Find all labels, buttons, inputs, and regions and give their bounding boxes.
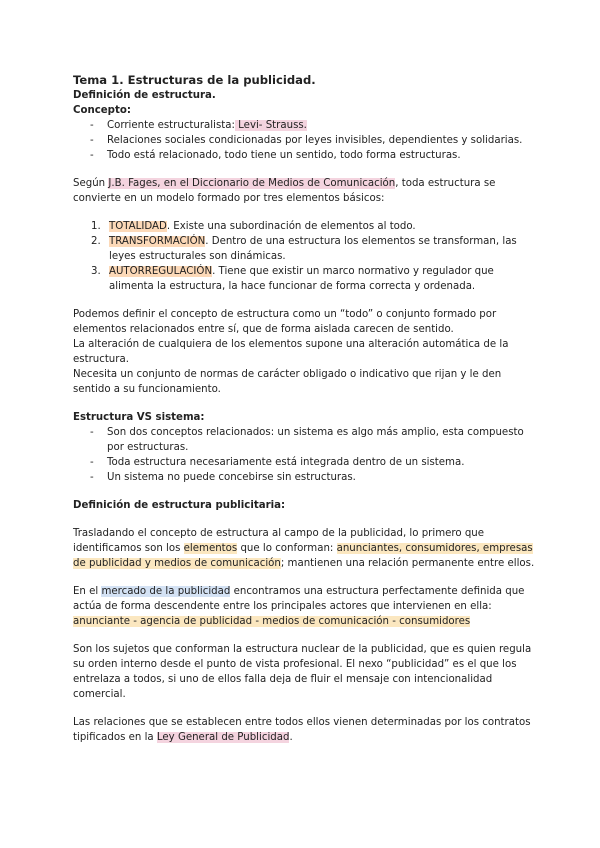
highlight-transformacion: TRANSFORMACIÓN	[109, 236, 206, 247]
highlight-totalidad: TOTALIDAD	[109, 221, 167, 232]
highlight-levi-strauss: Levi- Strauss.	[234, 120, 307, 131]
list-item: - Corriente estructuralista: Levi- Strauss.	[73, 118, 535, 133]
concepto-list	[73, 118, 535, 163]
paragraph-sujetos: Son los sujetos que conforman la estructura nuclear de la publicidad, que es quien regula su orden interno desde el punto de vista profesional. El nexo “publicidad” es el que los entrelaza a todos, si uno de ellos falla deja de fluir el mensaje con intencionalidad comercial.	[73, 644, 532, 700]
list-item: 2. TRANSFORMACIÓN. Dentro de una estructura los elementos se transforman, las leyes estructurales son dinámicas.	[91, 236, 517, 262]
list-item: - Relaciones sociales condicionadas por leyes invisibles, dependientes y solidarias.	[73, 133, 535, 148]
paragraph-define-line-2: La alteración de cualquiera de los elementos supone una alteración automática de la estructura.	[73, 339, 509, 365]
page-title: Tema 1. Estructuras de la publicidad.	[73, 73, 316, 87]
highlight-elementos: elementos	[183, 543, 238, 554]
highlight-actores: anunciantes, consumidores, empresas de publicidad y medios de comunicación	[73, 543, 533, 569]
paragraph-mercado-chain	[73, 614, 535, 629]
paragraph-relaciones: Las relaciones que se establecen entre todos ellos vienen determinadas por los contratos tipificados en la Ley General de Publicidad.	[73, 717, 531, 743]
list-item: 1. TOTALIDAD. Existe una subordinación de elementos al todo.	[91, 221, 416, 232]
highlight-ley: Ley General de Publicidad	[156, 732, 290, 743]
highlight-fages: J.B. Fages, en el Diccionario de Medios de Comunicación	[108, 178, 396, 189]
section-heading-vs: Estructura VS sistema:	[73, 412, 205, 423]
document-body	[73, 72, 535, 745]
list-item: - Toda estructura necesariamente está integrada dentro de un sistema.	[73, 455, 535, 470]
elements-list	[73, 219, 535, 294]
list-item: 3. AUTORREGULACIÓN. Tiene que existir un marco normativo y regulador que alimenta la estructura, la hace funcionar de forma correcta y ordenada.	[91, 266, 494, 292]
paragraph-mercado: En el mercado de la publicidad encontramos una estructura perfectamente definida que actúa de forma descendente entre los principales actores que intervienen en ella:	[73, 586, 525, 612]
section-heading-concepto: Concepto:	[73, 105, 131, 116]
list-item: - Un sistema no puede concebirse sin estructuras.	[73, 470, 535, 485]
section-heading-estructura-publicitaria: Definición de estructura publicitaria:	[73, 500, 286, 511]
highlight-autorregulacion: AUTORREGULACIÓN	[109, 266, 213, 277]
highlight-chain: anunciante - agencia de publicidad - medios de comunicación - consumidores	[73, 616, 471, 627]
paragraph-define-line-3: Necesita un conjunto de normas de carácter obligado o indicativo que rijan y le den sentido a su funcionamiento.	[73, 369, 502, 395]
paragraph-define-line-1: Podemos definir el concepto de estructura como un “todo” o conjunto formado por elementos relacionados entre sí, que de forma aislada carecen de sentido.	[73, 309, 497, 335]
paragraph-trasladando: Trasladando el concepto de estructura al campo de la publicidad, lo primero que identificamos son los elementos que lo conforman: anunciantes, consumidores, empresas de publicidad y medios de comunicación; mantienen una relación permanente entre ellos.	[73, 528, 535, 569]
section-heading-definicion: Definición de estructura.	[73, 90, 216, 101]
vs-list	[73, 425, 535, 485]
highlight-mercado: mercado de la publicidad	[101, 586, 231, 597]
list-item: - Todo está relacionado, todo tiene un sentido, todo forma estructuras.	[73, 148, 535, 163]
paragraph-fages: Según J.B. Fages, en el Diccionario de Medios de Comunicación, toda estructura se convierte en un modelo formado por tres elementos básicos:	[73, 178, 496, 204]
list-item: - Son dos conceptos relacionados: un sistema es algo más amplio, esta compuesto por estructuras.	[73, 425, 535, 455]
